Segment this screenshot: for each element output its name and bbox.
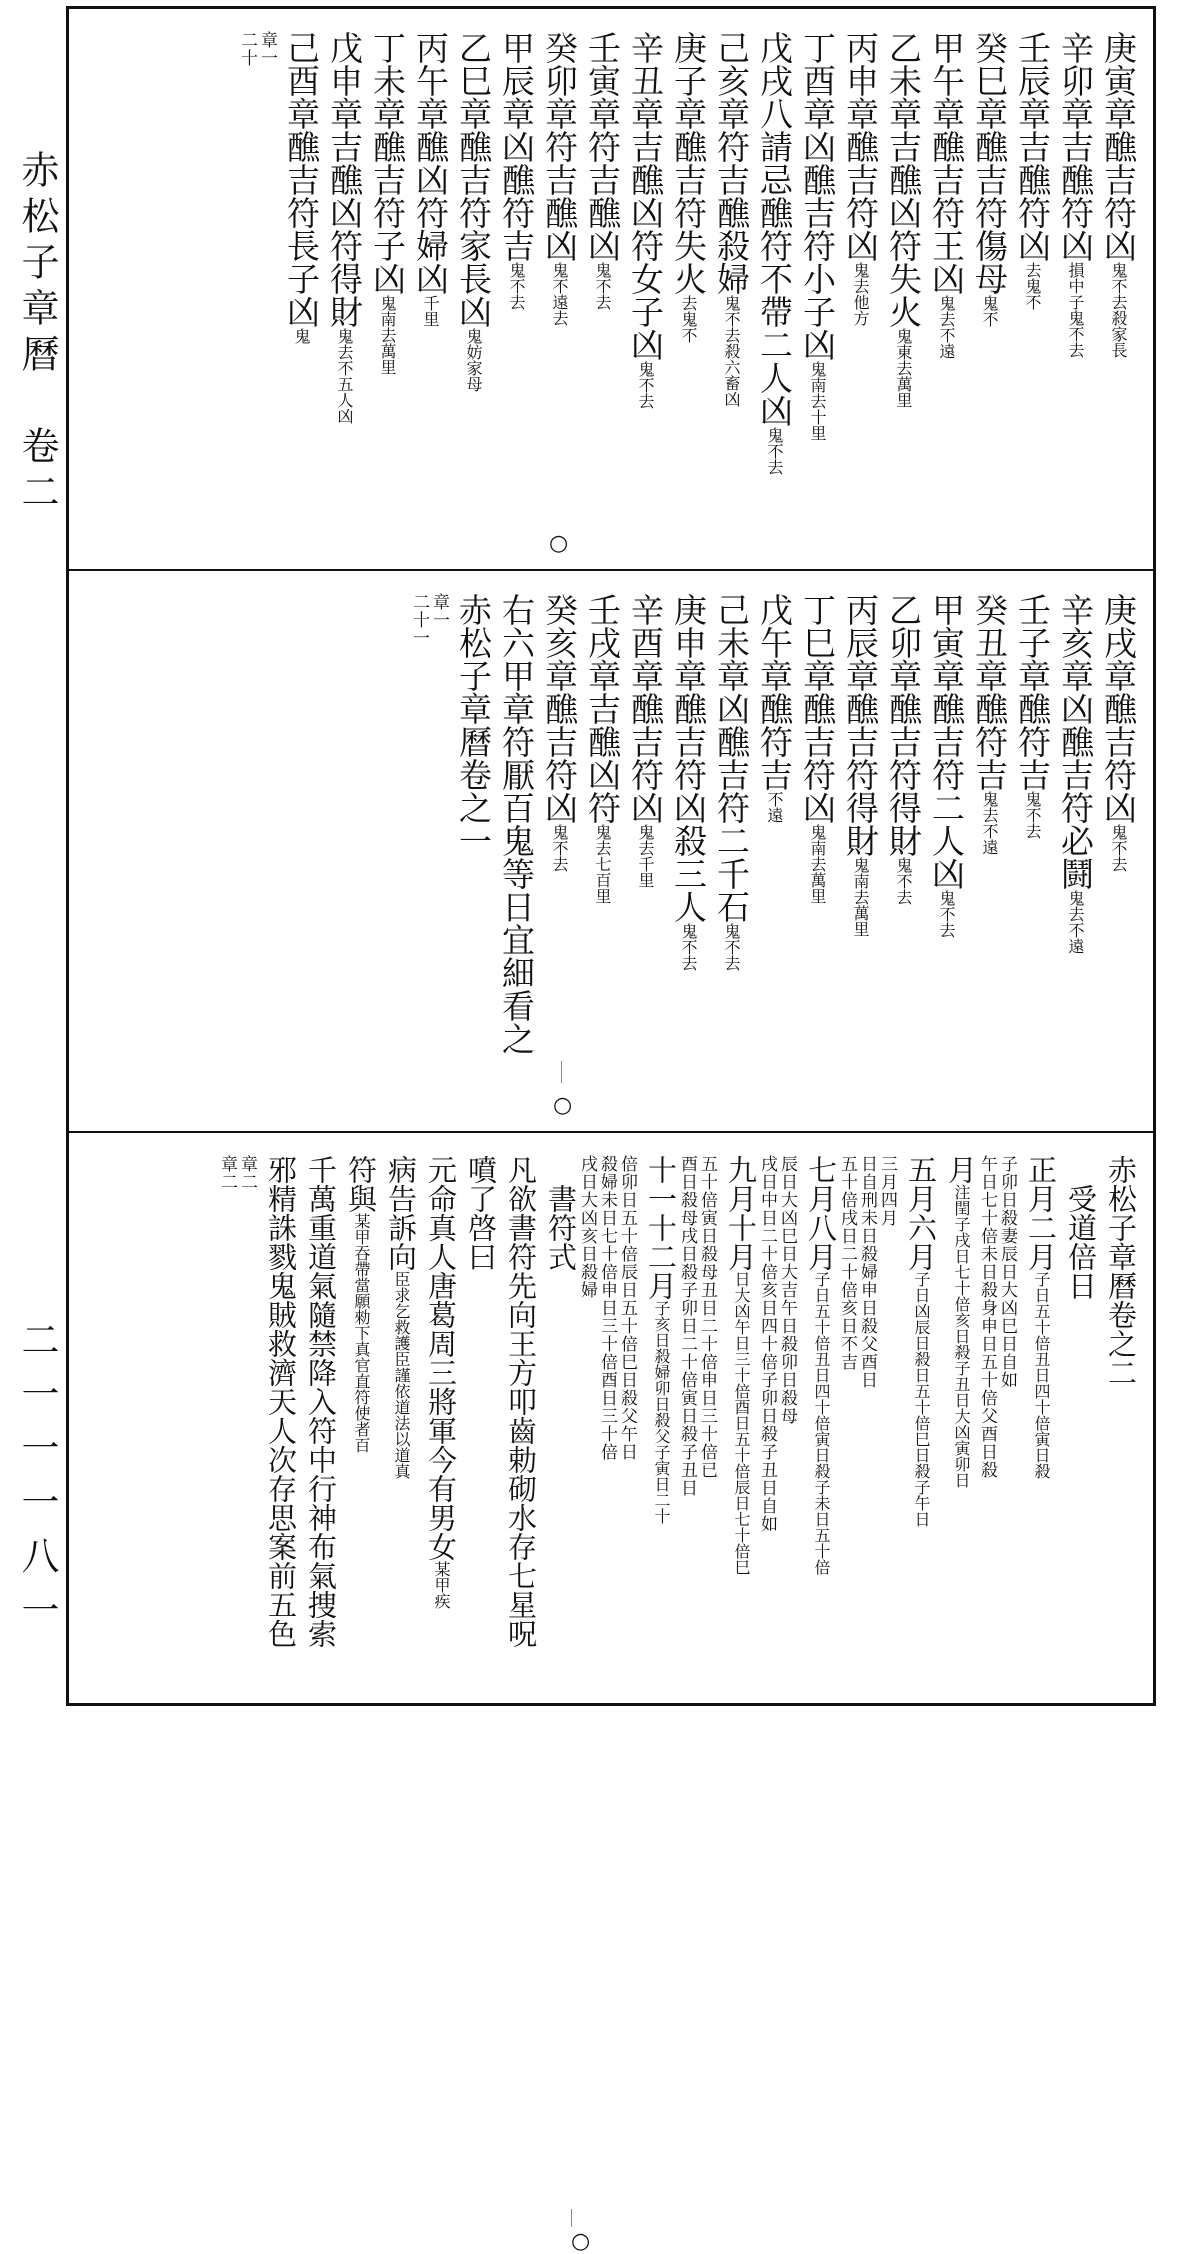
text-column [695, 1155, 715, 1648]
band-lower-columns [215, 1155, 1138, 1648]
text-column [619, 31, 665, 475]
text-column [490, 31, 536, 475]
column-main-text: 庚寅章醮吉符凶 [1099, 31, 1138, 262]
column-annotation: 子日凶辰日殺日五十倍巳日殺子午日 [912, 1271, 931, 1527]
column-main-text: 甲寅章醮吉符二人凶 [927, 593, 966, 890]
column-main-text: 丙午章醮凶符婦凶 [411, 31, 450, 295]
text-column [875, 1155, 895, 1648]
folio-mark: 二十 [237, 31, 257, 67]
column-annotation: 臣求乞救護臣謹依道法以道真 [392, 1271, 411, 1479]
column-annotation: 鬼不去 [765, 427, 784, 475]
column-main-text: 戊戌八請忌醮符不帶二人凶 [755, 31, 794, 427]
column-annotation: 鬼不去 [550, 824, 569, 872]
column-annotation: 鬼不去 [636, 361, 655, 409]
text-column [675, 1155, 695, 1648]
column-annotation: 鬼不去 [679, 923, 698, 971]
text-column [275, 31, 321, 475]
text-column [835, 1155, 855, 1648]
band-upper-columns [235, 31, 1138, 475]
column-main-text: 丁未章醮吉符子凶 [368, 31, 407, 295]
folio-mark: 章一 [429, 593, 449, 629]
column-main-text: 己未章凶醮吉符二千石 [712, 593, 751, 923]
text-column [490, 593, 536, 1055]
fold-mark [571, 2209, 572, 2227]
column-main-text: 庚子章醮吉符失火 [669, 31, 708, 295]
column-main-text: 壬寅章符吉醮凶 [583, 31, 622, 262]
column-main-text: 癸亥章醮吉符凶 [540, 593, 579, 824]
column-main-text: 符與 [344, 1155, 378, 1213]
column-annotation: 五十倍戌日二十倍亥日不吉 [837, 1155, 857, 1371]
column-annotation: 殺婦未日七十倍申日三十倍酉日三十倍 [597, 1155, 617, 1461]
column-main-text: 赤松子章曆卷之二 [1104, 1155, 1138, 1387]
column-annotation: 去鬼不 [1023, 262, 1042, 310]
fold-mark [561, 1061, 562, 1083]
column-main-text: 右六甲章符厭百鬼等日宜細看之 [497, 593, 536, 1055]
column-annotation: 日自刑未日殺婦申日殺父酉日 [857, 1155, 877, 1389]
column-annotation: 鬼不 [980, 295, 999, 327]
column-main-text: 凡欲書符先向王方叩齒勅砌水存七星呪 [504, 1155, 538, 1648]
text-column [1095, 1155, 1138, 1648]
column-main-text: 五月六月 [904, 1155, 938, 1271]
folio-mark: 章一 [257, 31, 277, 67]
text-column [855, 1155, 875, 1648]
column-annotation: 鬼不去 [937, 890, 956, 938]
band-upper [69, 9, 1153, 571]
column-main-text: 書符式 [544, 1155, 578, 1271]
text-column [755, 1155, 775, 1648]
column-main-text: 癸丑章醮符吉 [970, 593, 1009, 791]
column-main-text: 丙申章醮吉符凶 [841, 31, 880, 262]
column-main-text: 戊申章吉醮凶符得財 [325, 31, 364, 328]
text-column [635, 1155, 678, 1648]
text-column [447, 31, 493, 475]
text-column [1015, 1155, 1058, 1648]
text-column [791, 31, 837, 475]
column-main-text: 丁酉章凶醮吉符小子凶 [798, 31, 837, 361]
column-main-text: 月 [944, 1155, 978, 1184]
folio-mark: 章二 [217, 1155, 237, 1191]
circle-mark: ○ [553, 1093, 573, 1118]
column-main-text: 乙卯章醮吉符得財 [884, 593, 923, 857]
circle-mark: ○ [571, 2229, 591, 2254]
column-annotation: 五十倍寅日殺母丑日二十倍申日三十倍已 [697, 1155, 717, 1479]
column-annotation: 鬼南去萬里 [851, 857, 870, 937]
column-annotation: 鬼東去萬里 [894, 328, 913, 408]
column-main-text: 戊午章醮符吉 [755, 593, 794, 791]
column-annotation: 不遠 [765, 791, 784, 823]
column-annotation: 日大凶午日三十倍酉日五十倍辰日七十倍巳 [732, 1271, 751, 1575]
column-annotation: 鬼去不遠 [937, 295, 956, 359]
text-column [595, 1155, 615, 1648]
column-main-text: 正月二月 [1024, 1155, 1058, 1271]
text-column [834, 31, 880, 475]
column-annotation: 三月四月 [877, 1155, 897, 1227]
text-column [619, 593, 665, 1055]
text-column [1006, 31, 1052, 475]
column-annotation: 子卯日殺妻辰日大凶巳日自如 [997, 1155, 1017, 1389]
text-column [775, 1155, 795, 1648]
text-column [415, 1155, 458, 1648]
text-column [1092, 593, 1138, 1055]
column-main-text: 庚申章醮吉符凶殺三人 [669, 593, 708, 923]
margin-book-title: 赤松子章曆 卷二 [15, 150, 59, 518]
column-main-text: 千萬重道氣隨禁降入符中行神布氣捜索 [304, 1155, 338, 1648]
text-column [1092, 31, 1138, 475]
column-annotation: 去鬼不 [679, 295, 698, 343]
column-main-text: 辛亥章凶醮吉符必鬪 [1056, 593, 1095, 890]
folio-mark: 二十一 [409, 593, 429, 647]
column-annotation: 鬼南去十里 [808, 361, 827, 441]
column-annotation: 鬼不去殺六畜凶 [722, 295, 741, 407]
text-column [834, 593, 880, 1055]
text-column [791, 593, 837, 1055]
folio-mark: 章二 [237, 1155, 257, 1191]
column-main-text: 乙未章吉醮凶符失火 [884, 31, 923, 328]
column-annotation: 子日五十倍丑日四十倍寅日殺 [1032, 1271, 1051, 1479]
column-main-text: 丙辰章醮吉符得財 [841, 593, 880, 857]
column-main-text: 己酉章醮吉符長子凶 [282, 31, 321, 328]
text-column [375, 1155, 418, 1648]
column-annotation: 辰日大凶巳日大吉午日殺卯日殺母 [777, 1155, 797, 1425]
column-annotation: 鬼不去 [593, 262, 612, 310]
text-column [318, 31, 364, 475]
column-annotation: 鬼不去 [894, 857, 913, 905]
column-annotation: 某甲疾 [432, 1561, 451, 1609]
column-annotation: 鬼去他方 [851, 262, 870, 326]
text-column [935, 1155, 978, 1648]
text-column [963, 593, 1009, 1055]
text-column [975, 1155, 995, 1648]
text-column [533, 31, 579, 475]
text-column [335, 1155, 378, 1648]
column-annotation: 鬼不去 [1023, 791, 1042, 839]
column-annotation: 鬼去不遠 [980, 791, 999, 855]
column-main-text: 庚戌章醮吉符凶 [1099, 593, 1138, 824]
band-lower [69, 1133, 1153, 2254]
column-annotation: 戌日中日二十倍亥日四十倍子卯日殺子丑日自如 [757, 1155, 777, 1533]
column-main-text: 壬辰章吉醮符凶 [1013, 31, 1052, 262]
text-column [877, 593, 923, 1055]
column-annotation: 子日五十倍丑日四十倍寅日殺子未日五十倍 [812, 1271, 831, 1575]
column-annotation: 鬼 [292, 328, 311, 344]
column-annotation: 酉日殺母戌日殺子卯日二十倍寅日殺子丑日 [677, 1155, 697, 1497]
column-main-text: 赤松子章曆卷之一 [454, 593, 493, 857]
text-column [963, 31, 1009, 475]
column-main-text: 辛丑章吉醮凶符女子凶 [626, 31, 665, 361]
band-middle-columns [407, 593, 1138, 1055]
text-column [662, 31, 708, 475]
column-main-text: 乙巳章醮吉符家長凶 [454, 31, 493, 328]
column-annotation: 千里 [421, 295, 440, 327]
column-annotation: 鬼南去萬里 [808, 824, 827, 904]
column-main-text: 甲午章醮吉符王凶 [927, 31, 966, 295]
text-column [615, 1155, 635, 1648]
column-annotation: 鬼去不遠 [1066, 890, 1085, 954]
column-annotation: 鬼去千里 [636, 824, 655, 888]
column-annotation: 鬼不去 [722, 923, 741, 971]
column-main-text: 癸卯章符吉醮凶 [540, 31, 579, 262]
column-annotation: 子亥日殺婦卯日殺父子寅日二十 [652, 1300, 671, 1524]
column-main-text: 邪精誅戮鬼賊救濟天人次存思案前五色 [264, 1155, 298, 1648]
column-annotation: 鬼去不五人凶 [335, 328, 354, 424]
column-annotation: 某甲吞帶當願勑下真官直符使者百 [352, 1213, 371, 1453]
column-main-text: 七月八月 [804, 1155, 838, 1271]
text-column [920, 593, 966, 1055]
column-main-text: 壬子章醮符吉 [1013, 593, 1052, 791]
column-main-text: 壬戌章吉醮凶符 [583, 593, 622, 824]
column-main-text: 癸巳章醮吉符傷母 [970, 31, 1009, 295]
text-column [255, 1155, 298, 1648]
text-column [361, 31, 407, 475]
column-annotation: 戌日大凶亥日殺婦 [577, 1155, 597, 1299]
column-annotation: 鬼不去殺家長 [1109, 262, 1128, 358]
band-middle [69, 571, 1153, 1133]
text-column [877, 31, 923, 475]
column-annotation: 鬼不去 [1109, 824, 1128, 872]
text-column [1055, 1155, 1098, 1648]
text-column [1006, 593, 1052, 1055]
column-annotation: 鬼去七百里 [593, 824, 612, 904]
text-column [295, 1155, 338, 1648]
text-column [715, 1155, 758, 1648]
column-main-text: 元命真人唐葛周三將軍今有男女 [424, 1155, 458, 1561]
column-annotation: 鬼南去萬里 [378, 295, 397, 375]
text-column [1049, 31, 1095, 475]
text-column [576, 31, 622, 475]
column-main-text: 十一十二月 [644, 1155, 678, 1300]
column-main-text: 病告訴向 [384, 1155, 418, 1271]
text-column [705, 31, 751, 475]
text-column [748, 593, 794, 1055]
text-column [748, 31, 794, 475]
column-annotation: 注閏子戌日七十倍亥日殺子丑日大凶寅卯日 [952, 1184, 971, 1488]
column-main-text: 丁巳章醮吉符凶 [798, 593, 837, 824]
text-column [455, 1155, 498, 1648]
text-column [533, 593, 579, 1055]
column-annotation: 鬼妨家母 [464, 328, 483, 392]
text-column [995, 1155, 1015, 1648]
column-main-text: 甲辰章凶醮符吉 [497, 31, 536, 262]
column-annotation: 鬼不遠去 [550, 262, 569, 326]
text-column [535, 1155, 578, 1648]
text-column [705, 593, 751, 1055]
circle-mark: ○ [549, 531, 569, 556]
column-main-text: 噴了啓曰 [464, 1155, 498, 1271]
text-column [575, 1155, 595, 1648]
text-column [920, 31, 966, 475]
text-column [447, 593, 493, 1055]
text-column [495, 1155, 538, 1648]
text-column [895, 1155, 938, 1648]
text-column [1049, 593, 1095, 1055]
column-main-text: 辛卯章吉醮符凶 [1056, 31, 1095, 262]
column-main-text: 受道倍日 [1064, 1155, 1098, 1300]
column-annotation: 午日七十倍未日殺身申日五十倍父酉日殺 [977, 1155, 997, 1479]
page-frame [66, 6, 1156, 2254]
column-main-text: 己亥章符吉醮殺婦 [712, 31, 751, 295]
column-main-text: 九月十月 [724, 1155, 758, 1271]
text-column [795, 1155, 838, 1648]
text-column [576, 593, 622, 1055]
column-annotation: 損中子鬼不去 [1066, 262, 1085, 358]
column-annotation: 倍卯日五十倍辰日五十倍巳日殺父午日 [617, 1155, 637, 1461]
column-annotation: 鬼不去 [507, 262, 526, 310]
text-column [662, 593, 708, 1055]
margin-page-number: 二一一一八一 [15, 1320, 59, 1644]
column-main-text: 辛酉章醮吉符凶 [626, 593, 665, 824]
text-column [404, 31, 450, 475]
